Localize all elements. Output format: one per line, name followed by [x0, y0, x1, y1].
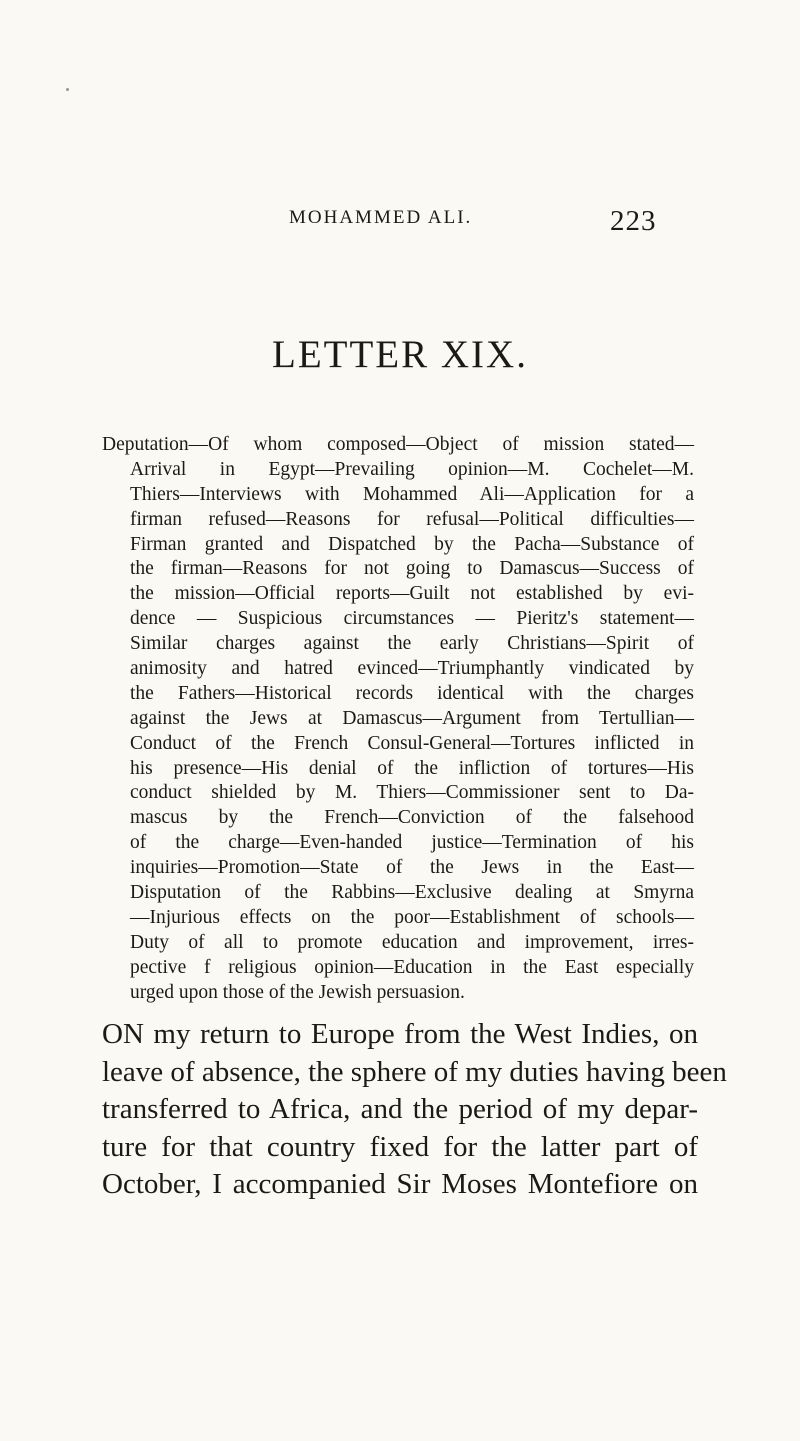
summary-line: animosity and hatred evinced—Triumphantly vindicated by — [130, 658, 694, 680]
summary-line: Thiers—Interviews with Mohammed Ali—Application for a — [130, 483, 694, 505]
running-title: MOHAMMED ALI. — [289, 207, 473, 228]
letter-title: LETTER XIX. — [272, 333, 528, 376]
summary-line: mascus by the French—Conviction of the falsehood — [130, 807, 694, 829]
summary-line: conduct shielded by M. Thiers—Commissioner sent to Da- — [130, 782, 694, 804]
page-number: 223 — [610, 205, 657, 237]
chapter-summary — [102, 433, 694, 1005]
summary-line: inquiries—Promotion—State of the Jews in the East— — [130, 857, 694, 879]
body-line: transferred to Africa, and the period of my depar- — [102, 1093, 698, 1126]
summary-line: Disputation of the Rabbins—Exclusive dealing at Smyrna — [130, 882, 694, 904]
summary-line: Deputation—Of whom composed—Object of mission stated— — [102, 434, 694, 455]
body-line: October, I accompanied Sir Moses Montefiore on — [102, 1168, 698, 1201]
summary-line: the firman—Reasons for not going to Damascus—Success of — [130, 558, 694, 580]
body-line: ture for that country fixed for the latter part of — [102, 1130, 698, 1163]
summary-line: firman refused—Reasons for refusal—Political difficulties— — [130, 508, 694, 530]
summary-line: urged upon those of the Jewish persuasion. — [130, 981, 465, 1003]
running-head — [0, 205, 800, 245]
summary-line: the Fathers—Historical records identical with the charges — [130, 682, 694, 704]
summary-line: against the Jews at Damascus—Argument from Tertullian— — [130, 707, 694, 729]
summary-line: Arrival in Egypt—Prevailing opinion—M. Cochelet—M. — [130, 458, 694, 480]
summary-line: pective f religious opinion—Education in the East especially — [130, 956, 694, 978]
body-paragraph — [102, 1016, 727, 1204]
summary-line: dence — Suspicious circumstances — Pieritz's statement— — [130, 608, 694, 630]
paper-speck — [66, 88, 69, 91]
summary-line: of the charge—Even-handed justice—Termination of his — [130, 832, 694, 854]
summary-line: Firman granted and Dispatched by the Pacha—Substance of — [130, 533, 694, 555]
summary-line: his presence—His denial of the infliction of tortures—His — [130, 757, 694, 779]
summary-line: —Injurious effects on the poor—Establishment of schools— — [130, 906, 694, 928]
summary-line: the mission—Official reports—Guilt not established by evi- — [130, 583, 694, 605]
body-line: leave of absence, the sphere of my duties having been — [102, 1055, 727, 1088]
summary-line: Similar charges against the early Christians—Spirit of — [130, 633, 694, 655]
body-line: ON my return to Europe from the West Indies, on — [102, 1018, 698, 1050]
summary-line: Duty of all to promote education and improvement, irres- — [130, 931, 694, 953]
summary-line: Conduct of the French Consul-General—Tortures inflicted in — [130, 732, 694, 754]
